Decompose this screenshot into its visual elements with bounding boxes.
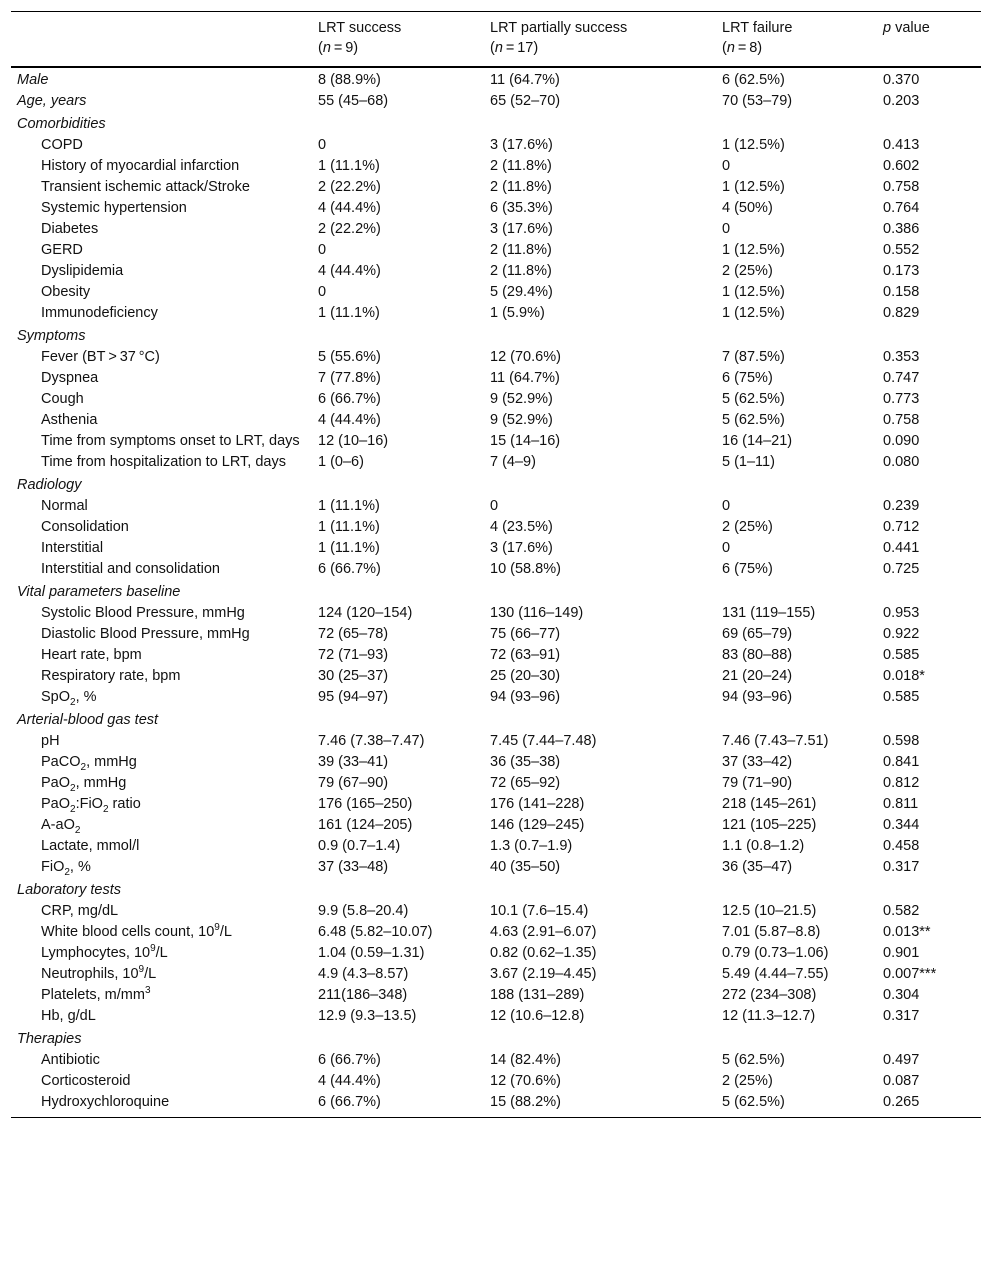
row-hb: Hb, g/dL 12.9 (9.3–13.5) 12 (10.6–12.8) 12 (11.3–12.7) 0.317: [41, 1008, 920, 1024]
table-header-row: [11, 12, 981, 68]
section-radiology: Radiology: [17, 477, 82, 493]
row-systolic-bp: Systolic Blood Pressure, mmHg 124 (120–154) 130 (116–149) 131 (119–155) 0.953: [41, 605, 920, 621]
header-lrt-success: LRT success (n = 9): [318, 20, 402, 56]
header-p-value: p value: [883, 20, 930, 36]
row-platelets: Platelets, $m/mm^3$ 211(186–348) 188 (131–289) 272 (234–308) 0.304: [41, 985, 920, 1003]
row-asthenia: Asthenia 4 (44.4%) 9 (52.9%) 5 (62.5%) 0.758: [41, 412, 920, 428]
row-pao2-fio2-ratio: PaO$_2$:FiO$_2$ ratio 176 (165–250) 176 (141–228) 218 (145–261) 0.811: [41, 796, 919, 815]
row-pao2: PaO$_2$, mmHg 79 (67–90) 72 (65–92) 79 (71–90) 0.812: [41, 775, 920, 794]
row-diastolic-bp: Diastolic Blood Pressure, mmHg 72 (65–78) 75 (66–77) 69 (65–79) 0.922: [41, 626, 920, 642]
row-diabetes: Diabetes 2 (22.2%) 3 (17.6%) 0 0.386: [41, 221, 920, 237]
table-container: [11, 11, 981, 1118]
header-empty: [11, 12, 312, 68]
row-a-ao2: $A-aO_2$ 161 (124–205) 146 (129–245) 121 (105–225) 0.344: [41, 817, 920, 836]
header-n-failure: (n = 8): [722, 40, 763, 56]
row-copd: COPD 0 3 (17.6%) 1 (12.5%) 0.413: [41, 137, 920, 153]
row-age: Age, years 55 (45–68) 65 (52–70) 70 (53–79) 0.203: [17, 93, 920, 109]
row-normal: Normal 1 (11.1%) 0 0 0.239: [41, 498, 920, 514]
row-dyspnea: Dyspnea 7 (77.8%) 11 (64.7%) 6 (75%) 0.747: [41, 370, 920, 386]
row-fever: Fever (BT > 37 °C) 5 (55.6%) 12 (70.6%) 7 (87.5%) 0.353: [41, 349, 920, 365]
row-paco2: PaCO$_2$, mmHg 39 (33–41) 36 (35–38) 37 (33–42) 0.841: [41, 754, 920, 773]
row-crp: CRP, mg/dL 9.9 (5.8–20.4) 10.1 (7.6–15.4) 12.5 (10–21.5) 0.582: [41, 903, 920, 919]
row-antibiotic: Antibiotic 6 (66.7%) 14 (82.4%) 5 (62.5%) 0.497: [41, 1052, 920, 1068]
section-therapies: Therapies: [17, 1031, 82, 1047]
header-lrt-failure: LRT failure (n = 8): [722, 20, 793, 56]
row-lymphocytes: Lymphocytes, $10^9/L$ 1.04 (0.59–1.31) 0.82 (0.62–1.35) 0.79 (0.73–1.06) 0.901: [41, 943, 920, 961]
row-hydroxychloroquine: Hydroxychloroquine 6 (66.7%) 15 (88.2%) 5 (62.5%) 0.265: [11, 1092, 981, 1118]
row-time-symptom-onset: Time from symptoms onset to LRT, days 12 (10–16) 15 (14–16) 16 (14–21) 0.090: [41, 433, 920, 449]
row-consolidation: Consolidation 1 (11.1%) 4 (23.5%) 2 (25%) 0.712: [41, 519, 920, 535]
row-male: Male 8 (88.9%) 11 (64.7%) 6 (62.5%) 0.370: [17, 72, 920, 88]
row-cough: Cough 6 (66.7%) 9 (52.9%) 5 (62.5%) 0.773: [41, 391, 920, 407]
baseline-characteristics-table: [11, 11, 981, 1118]
row-obesity: Obesity 0 5 (29.4%) 1 (12.5%) 0.158: [41, 284, 920, 300]
row-lactate: Lactate, mmol/l 0.9 (0.7–1.4) 1.3 (0.7–1.9) 1.1 (0.8–1.2) 0.458: [41, 838, 920, 854]
section-laboratory-tests: Laboratory tests: [17, 882, 121, 898]
row-fio2: FiO$_2$, % 37 (33–48) 40 (35–50) 36 (35–47) 0.317: [41, 859, 920, 878]
row-gerd: GERD 0 2 (11.8%) 1 (12.5%) 0.552: [41, 242, 920, 258]
row-corticosteroid: Corticosteroid 4 (44.4%) 12 (70.6%) 2 (25%) 0.087: [41, 1073, 920, 1089]
row-hypertension: Systemic hypertension 4 (44.4%) 6 (35.3%) 4 (50%) 0.764: [41, 200, 920, 216]
section-symptoms: Symptoms: [17, 328, 86, 344]
row-heart-rate: Heart rate, bpm 72 (71–93) 72 (63–91) 83 (80–88) 0.585: [41, 647, 920, 663]
row-ph: pH 7.46 (7.38–7.47) 7.45 (7.44–7.48) 7.46 (7.43–7.51) 0.598: [41, 733, 920, 749]
section-arterial-blood-gas: Arterial-blood gas test: [17, 712, 159, 728]
row-dyslipidemia: Dyslipidemia 4 (44.4%) 2 (11.8%) 2 (25%) 0.173: [41, 263, 920, 279]
row-tia-stroke: Transient ischemic attack/Stroke 2 (22.2%) 2 (11.8%) 1 (12.5%) 0.758: [41, 179, 920, 195]
row-time-hospitalization: Time from hospitalization to LRT, days 1 (0–6) 7 (4–9) 5 (1–11) 0.080: [41, 454, 920, 470]
row-wbc: White blood cells count, $10^9/L$ 6.48 (5.82–10.07) 4.63 (2.91–6.07) 7.01 (5.87–8.8) 0.013**: [41, 922, 931, 940]
row-spo2: SpO$_2$, % 95 (94–97) 94 (93–96) 94 (93–96) 0.585: [41, 689, 920, 708]
row-neutrophils: Neutrophils, $10^9/L$ 4.9 (4.3–8.57) 3.67 (2.19–4.45) 5.49 (4.44–7.55) 0.007***: [41, 964, 937, 982]
row-interstitial: Interstitial 1 (11.1%) 3 (17.6%) 0 0.441: [41, 540, 920, 556]
header-lrt-partial: LRT partially success (n = 17): [490, 20, 628, 56]
row-immunodeficiency: Immunodeficiency 1 (11.1%) 1 (5.9%) 1 (12.5%) 0.829: [41, 305, 920, 321]
row-respiratory-rate: Respiratory rate, bpm 30 (25–37) 25 (20–30) 21 (20–24) 0.018*: [41, 668, 925, 684]
header-n-partial: (n = 17): [490, 40, 539, 56]
section-comorbidities: Comorbidities: [17, 116, 106, 132]
row-myocardial-infarction: History of myocardial infarction 1 (11.1%) 2 (11.8%) 0 0.602: [41, 158, 920, 174]
row-interstitial-consolidation: Interstitial and consolidation 6 (66.7%) 10 (58.8%) 6 (75%) 0.725: [41, 561, 920, 577]
section-vital-parameters: Vital parameters baseline: [17, 584, 181, 600]
header-n-success: (n = 9): [318, 40, 359, 56]
